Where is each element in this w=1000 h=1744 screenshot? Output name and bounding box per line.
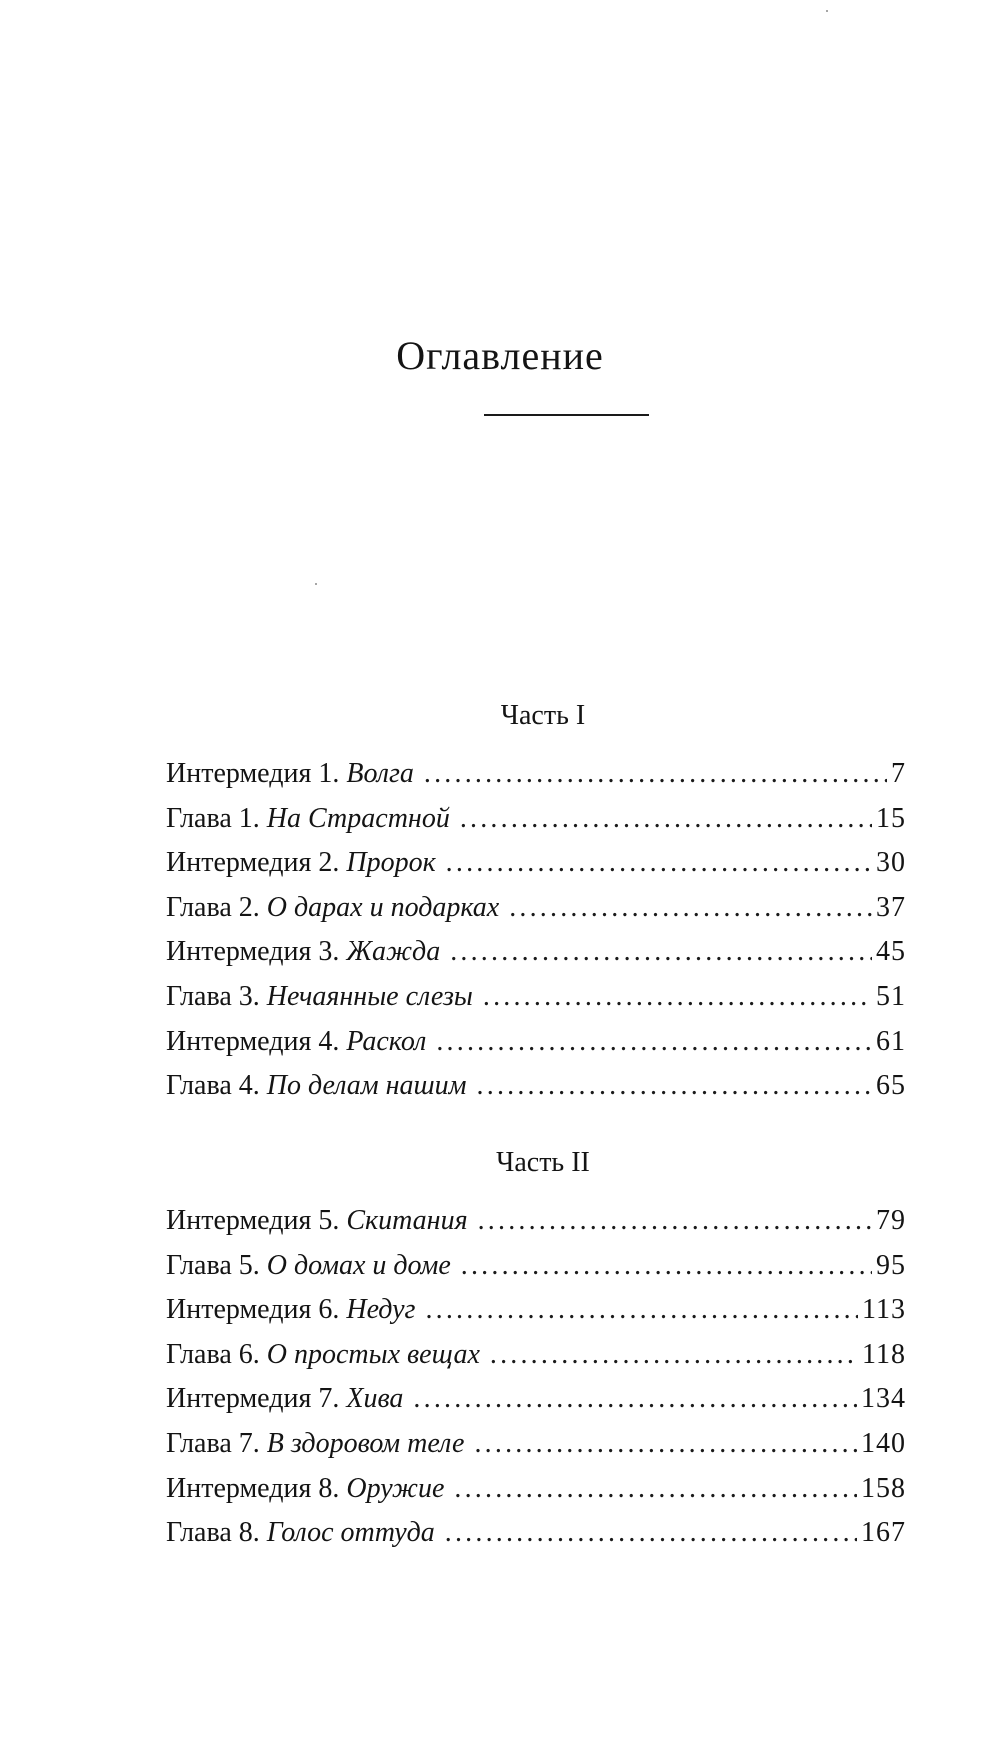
dot-leader: [446, 841, 872, 886]
toc-entry-number: Интермедия 7.: [166, 1383, 340, 1415]
toc-entry-label: [166, 1422, 464, 1467]
dot-leader: [413, 1377, 857, 1422]
dot-leader: [483, 975, 872, 1020]
toc-entry-title: В здоровом теле: [266, 1427, 465, 1459]
part-heading: Часть I: [500, 700, 586, 731]
dot-leader: [454, 1467, 857, 1512]
toc-entry-label: [166, 1288, 415, 1333]
dot-leader: [461, 1244, 872, 1289]
toc-entry-page-number: 51: [876, 980, 906, 1012]
toc-entry-title: По делам нашим: [266, 1070, 467, 1102]
title-rule: [484, 414, 649, 416]
toc-entry-title: Волга: [346, 758, 414, 789]
toc-entry-number: Интермедия 2.: [166, 847, 340, 879]
toc-entry-label: [166, 1020, 426, 1065]
toc-entry-label: [166, 930, 440, 975]
toc-entry-label: [166, 1199, 468, 1244]
toc-entry-number: Интермедия 4.: [166, 1025, 340, 1057]
toc-entry-title: Раскол: [346, 1025, 427, 1057]
dot-leader: [450, 930, 872, 975]
dot-leader: [460, 797, 872, 842]
toc-entry-page-number: 158: [861, 1472, 906, 1504]
toc-entry-number: Интермедия 6.: [166, 1294, 340, 1326]
toc-entry-title: Жажда: [346, 936, 441, 968]
toc-entry-label: [166, 752, 414, 797]
dot-leader: [490, 1333, 858, 1378]
dot-leader: [436, 1020, 872, 1065]
toc-entry-title: Пророк: [346, 847, 436, 879]
toc-entry-title: Скитания: [346, 1205, 468, 1236]
toc-entry-label: [166, 1064, 467, 1109]
toc-entry-title: О дарах и подарках: [266, 891, 500, 923]
dot-leader: [474, 1422, 857, 1467]
toc-entry[interactable]: [166, 1020, 906, 1065]
toc-entry-label: [166, 975, 473, 1020]
toc-entry-label: [166, 841, 436, 886]
dot-leader: [509, 886, 872, 931]
toc-entry-number: Интермедия 8.: [166, 1472, 340, 1504]
toc-entry[interactable]: [166, 930, 906, 975]
paper-speck: [826, 10, 828, 12]
toc-entry-label: [166, 1467, 444, 1512]
toc-entry-title: О домах и доме: [266, 1249, 451, 1281]
toc-entry[interactable]: [166, 1422, 906, 1467]
dot-leader: [445, 1511, 857, 1556]
toc-entry[interactable]: [166, 975, 906, 1020]
toc-entry-page-number: 15: [876, 802, 906, 834]
toc-entry-number: Глава 4.: [166, 1070, 260, 1102]
toc-list: [166, 752, 906, 1109]
toc-entry-page-number: 61: [876, 1025, 906, 1057]
toc-entry-title: На Страстной: [266, 802, 450, 834]
toc-entry-title: Оружие: [346, 1472, 445, 1504]
toc-list: [166, 1199, 906, 1556]
dot-leader: [478, 1199, 872, 1244]
toc-entry[interactable]: [166, 1467, 906, 1512]
toc-entry[interactable]: [166, 752, 906, 797]
part-heading: Часть II: [496, 1147, 590, 1178]
paper-speck: [315, 583, 317, 585]
toc-entry-page-number: 79: [876, 1205, 906, 1236]
toc-entry-number: Интермедия 3.: [166, 936, 340, 968]
toc-entry[interactable]: [166, 1199, 906, 1244]
toc-entry-page-number: 7: [891, 758, 906, 789]
toc-entry-title: Голос оттуда: [266, 1517, 435, 1549]
toc-entry-number: Глава 3.: [166, 980, 260, 1012]
toc-entry[interactable]: [166, 841, 906, 886]
toc-entry-label: [166, 886, 499, 931]
toc-entry-page-number: 37: [876, 891, 906, 923]
toc-entry-page-number: 65: [876, 1070, 906, 1102]
part-1: [166, 696, 906, 1109]
toc-entry-title: О простых вещах: [266, 1338, 480, 1370]
dot-leader: [477, 1064, 872, 1109]
toc-entry-number: Глава 8.: [166, 1517, 260, 1549]
toc-entry-number: Интермедия 5.: [166, 1205, 340, 1236]
toc-entry-number: Глава 6.: [166, 1338, 260, 1370]
toc-entry-title: Недуг: [346, 1294, 416, 1326]
toc-entry-label: [166, 1511, 435, 1556]
part-2: [166, 1143, 906, 1556]
dot-leader: [424, 752, 887, 797]
toc-entry-label: [166, 1244, 451, 1289]
toc-entry-number: Глава 2.: [166, 891, 260, 923]
toc-entry[interactable]: [166, 1244, 906, 1289]
page-title: Оглавление: [396, 333, 604, 378]
toc-entry-page-number: 30: [876, 847, 906, 879]
toc-entry-number: Глава 5.: [166, 1249, 260, 1281]
toc-entry-label: [166, 797, 450, 842]
toc-entry-page-number: 140: [861, 1427, 906, 1459]
toc-entry-label: [166, 1377, 403, 1422]
toc-entry[interactable]: [166, 1333, 906, 1378]
toc-entry-page-number: 134: [861, 1383, 906, 1415]
toc-entry[interactable]: [166, 797, 906, 842]
toc-entry[interactable]: [166, 1064, 906, 1109]
toc-entry-title: Хива: [346, 1383, 404, 1415]
dot-leader: [425, 1288, 858, 1333]
toc-entry-number: Интермедия 1.: [166, 758, 340, 789]
toc-entry-title: Нечаянные слезы: [266, 980, 473, 1012]
toc-entry[interactable]: [166, 1377, 906, 1422]
toc-entry-number: Глава 7.: [166, 1427, 260, 1459]
toc-entry-page-number: 95: [876, 1249, 906, 1281]
toc-entry-page-number: 118: [862, 1338, 906, 1370]
toc-entry-page-number: 167: [861, 1517, 906, 1549]
toc-entry-page-number: 113: [862, 1294, 906, 1326]
toc-entry[interactable]: [166, 886, 906, 931]
toc-entry-page-number: 45: [876, 936, 906, 968]
toc-entry-label: [166, 1333, 480, 1378]
toc-entry[interactable]: [166, 1288, 906, 1333]
toc-entry-number: Глава 1.: [166, 802, 260, 834]
toc-entry[interactable]: [166, 1511, 906, 1556]
